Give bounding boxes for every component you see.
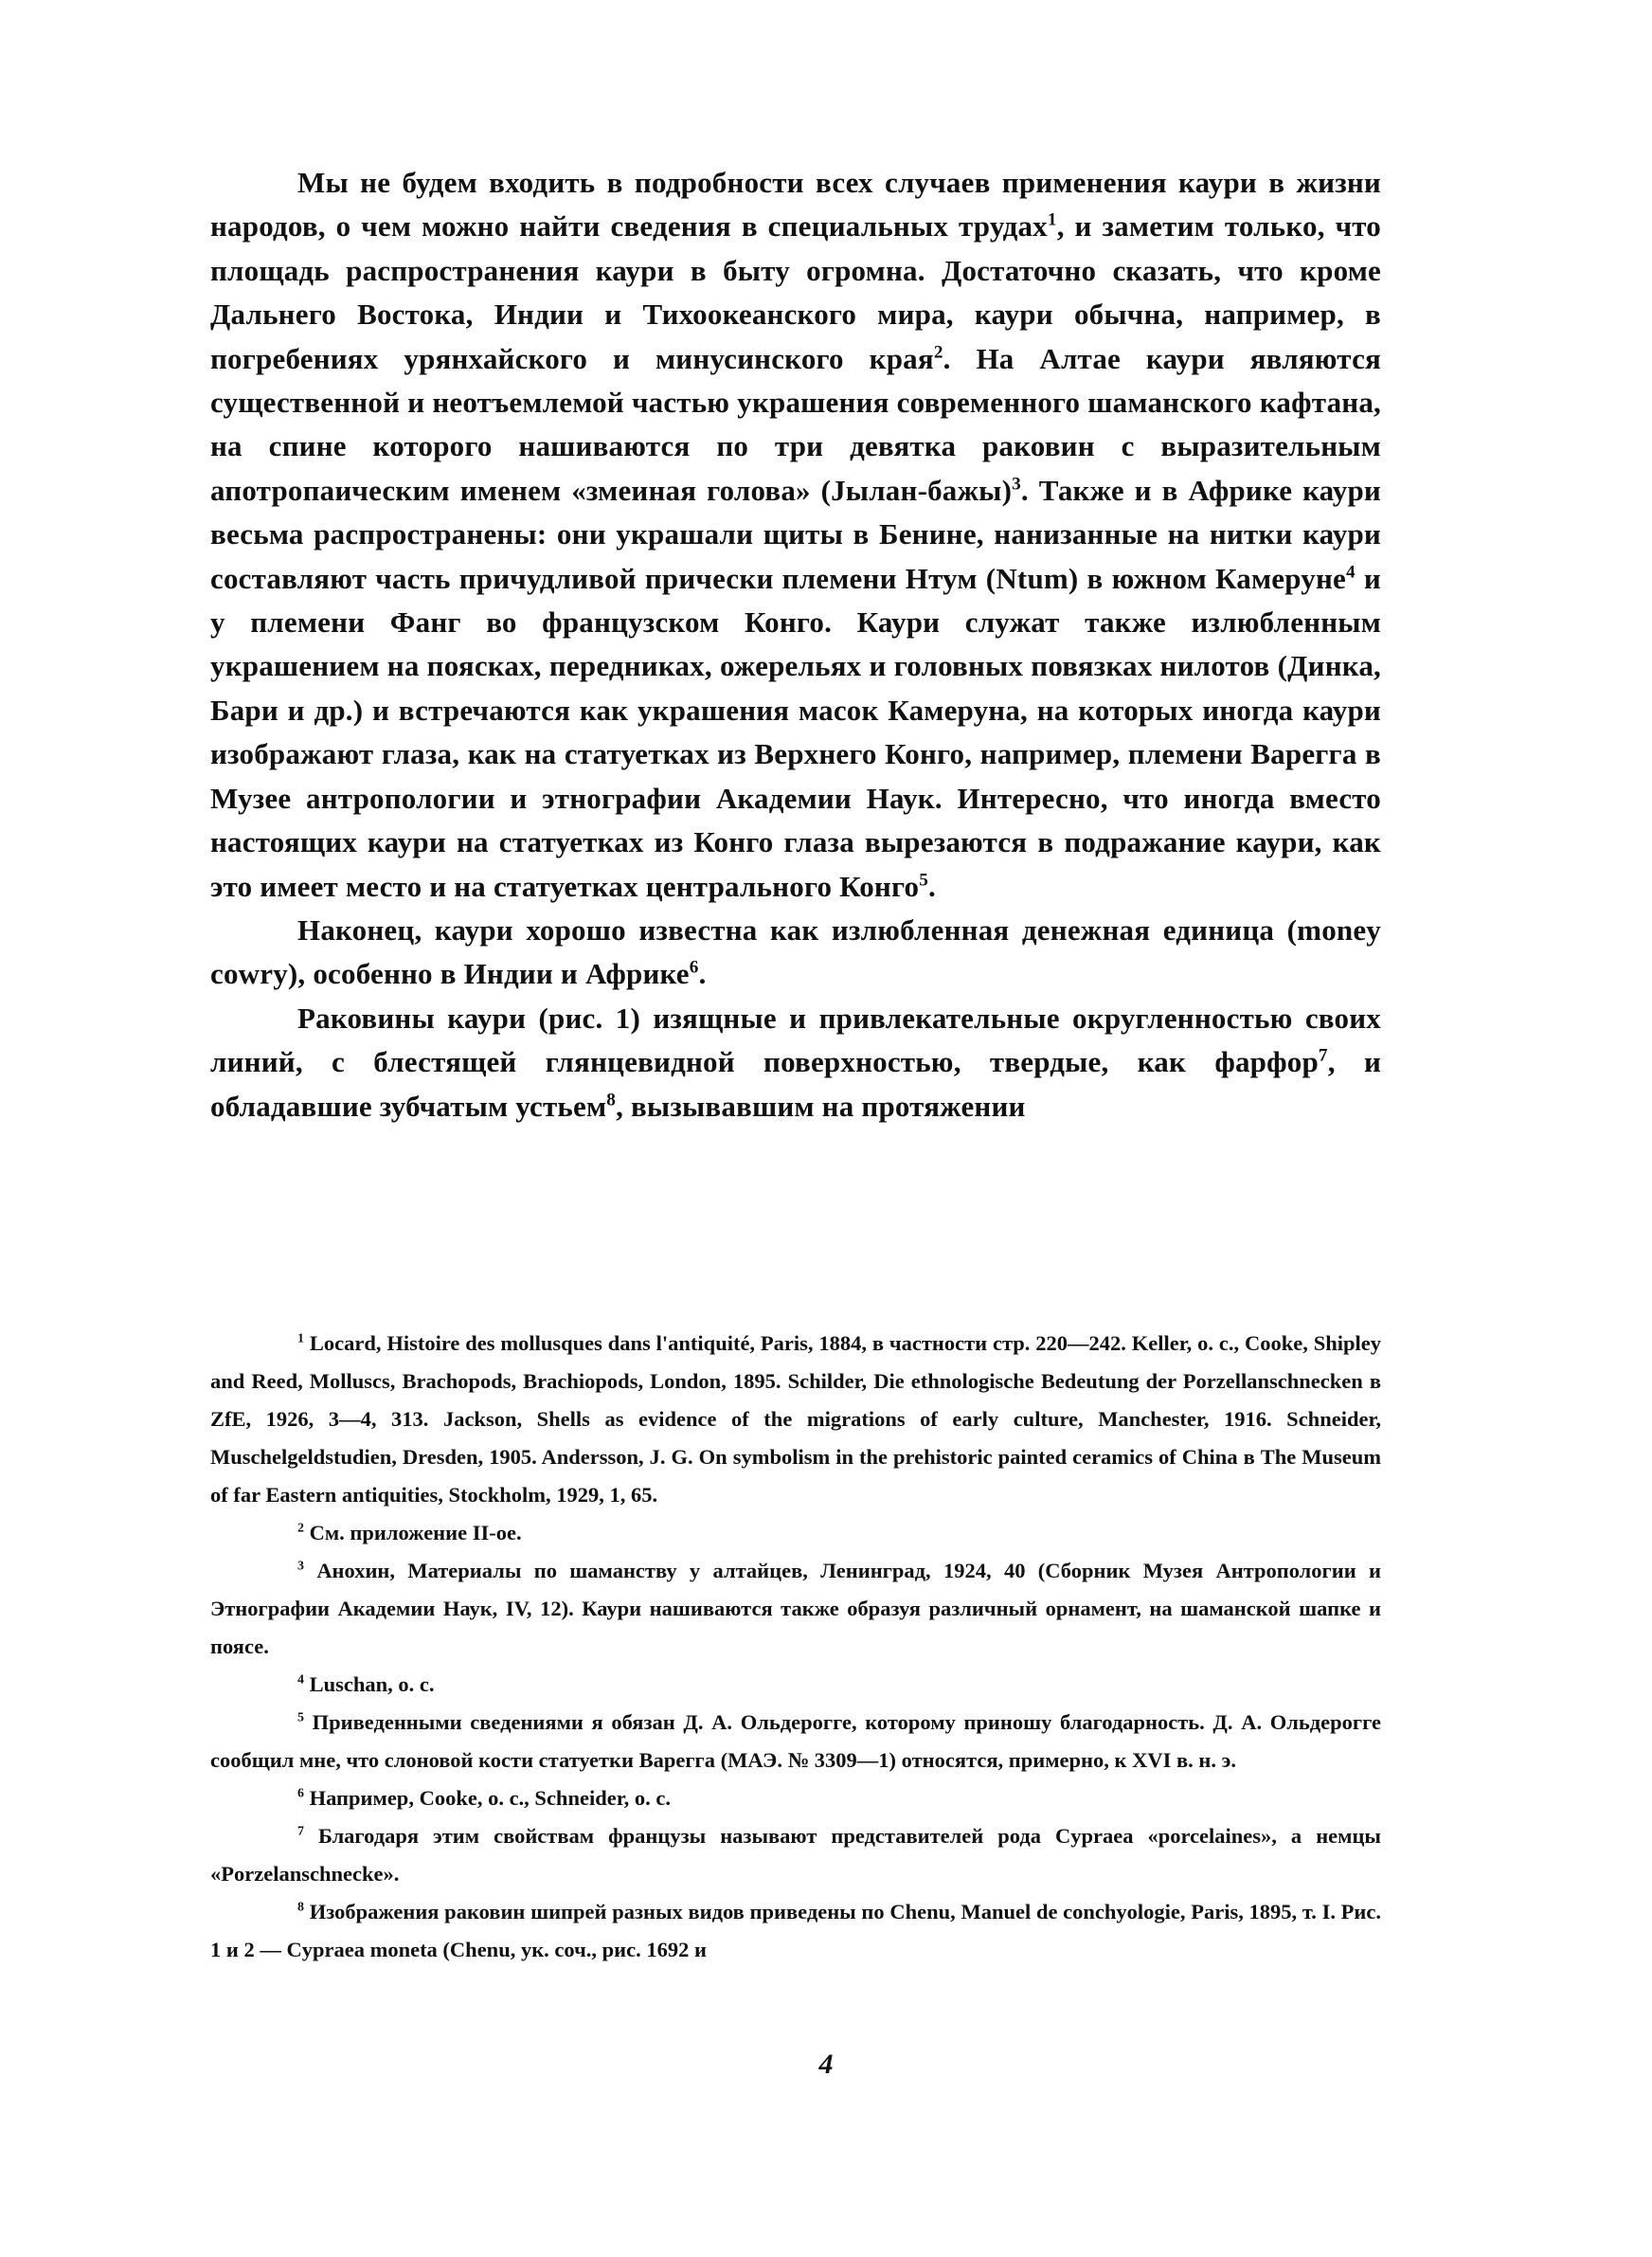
footnote: $^4$ Luschan, o. c. — [297, 1672, 435, 1696]
footnote-ref: 6 — [689, 957, 699, 978]
paragraph: Мы не будем входить в подробности всех случаев применения каури в жизни народов, о чем можно найти сведения в специальных трудах$^1$, и заметим только, что площадь распространения каури в быту огромна. Достаточно сказать, что кроме Дальнего Востока, Индии и Тихоокеанского мира, каури обычна, например, в погребениях урянхайского и минусинского края$^2$. На Алтае каури являются существенной и неотъемлемой частью украшения современного шаманского кафтана, на спине которого нашиваются по три девятка раковин с выразительным апотропаическим именем «змеиная голова» (Jылан-бажы)$^3$. Также и в Африке каури весьма распространены: они украшали щиты в Бенине, нанизанные на нитки каури составляют часть причудливой прически племени Нтум (Ntum) в южном Камеруне$^4$ и у племени Фанг во французском Конго. Каури служат также излюбленным украшением на поясках, передниках, ожерельях и головных повязках нилотов (Динка, Бари и др.) и встречаются как украшения масок Камеруна, на которых иногда каури изображают глаза, как на статуетках из Верхнего Конго, например, племени Варегга в Музее антропологии и этнографии Академии Наук. Интересно, что иногда вместо настоящих каури на статуетках из Конго глаза вырезаются в подражание каури, как это имеет место и на статуетках центрального Конго$^5$. — [210, 166, 1381, 903]
footnote-ref: 7 — [1318, 1045, 1328, 1066]
footnotes — [210, 1325, 1381, 1969]
footnote-ref: 1 — [1047, 210, 1057, 231]
footnote-number: 6 — [297, 1786, 304, 1801]
footnote-number: 7 — [297, 1824, 304, 1839]
footnote: $^2$ См. приложение II-ое. — [297, 1521, 522, 1544]
footnote-number: 1 — [297, 1331, 304, 1346]
main-text — [210, 161, 1381, 1128]
footnote-ref: 3 — [1012, 474, 1021, 495]
paragraph: Раковины каури (рис. 1) изящные и привлекательные округленностью своих линий, с блестящей глянцевидной поверхностью, твердые, как фарфор$^7$, и обладавшие зубчатым устьем$^8$, вызывавшим на протяжении — [210, 1001, 1382, 1123]
footnote-number: 8 — [297, 1900, 304, 1915]
footnote: $^5$ Приведенными сведениями я обязан Д. А. Ольдерогге, которому приношу благодарность. Д. А. Ольдерогге сообщил мне, что слоновой кости статуетки Варегга (МАЭ. № 3309—1) относятся, примерно, к XVI в. н. э. — [210, 1710, 1382, 1772]
footnote: $^7$ Благодаря этим свойствам французы называют представителей рода Cypraea «porcelaines», а немцы «Porzelanschnecke». — [210, 1824, 1381, 1886]
footnote-ref: 2 — [933, 342, 943, 363]
footnote-number: 2 — [297, 1521, 304, 1536]
footnote-number: 3 — [297, 1559, 304, 1574]
paragraph: Наконец, каури хорошо известна как излюбленная денежная единица (money cowry), особенно в Индии и Африке$^6$. — [210, 912, 1381, 991]
footnote-ref: 8 — [606, 1090, 617, 1110]
page-number: 4 — [818, 2049, 834, 2080]
footnote-ref: 5 — [919, 870, 929, 891]
footnote-number: 5 — [297, 1710, 304, 1725]
footnote: $^1$ Locard, Histoire des mollusques dans l'antiquité, Paris, 1884, в частности стр. 220—242. Keller, o. c., Cooke, Shipley and Reed, Molluscs, Brachopods, Brachiopods, London, 1895. Schilder, Die ethnologische Bedeutung der Porzellanschnecken в ZfE, 1926, 3—4, 313. Jackson, Shells as evidence of the migrations of early culture, Manchester, 1916. Schneider, Muschelgeldstudien, Dresden, 1905. Andersson, J. G. On symbolism in the prehistoric painted ceramics of China в The Museum of far Eastern antiquities, Stockholm, 1929, 1, 65. — [210, 1331, 1382, 1507]
footnote-ref: 4 — [1346, 562, 1356, 583]
footnote: $^6$ Например, Cooke, o. c., Schneider, o. c. — [297, 1786, 671, 1810]
footnote: $^3$ Анохин, Материалы по шаманству у алтайцев, Ленинград, 1924, 40 (Сборник Музея Антропологии и Этнографии Академии Наук, IV, 12). Каури нашиваются также образуя различный орнамент, на шаманской шапке и поясе. — [210, 1559, 1381, 1658]
footnote-number: 4 — [297, 1672, 304, 1688]
footnote: $^8$ Изображения раковин шипрей разных видов приведены по Chenu, Manuel de conchyologie, Paris, 1895, т. I. Рис. 1 и 2 — Cypraea moneta (Chenu, ук. соч., рис. 1692 и — [210, 1900, 1382, 1961]
